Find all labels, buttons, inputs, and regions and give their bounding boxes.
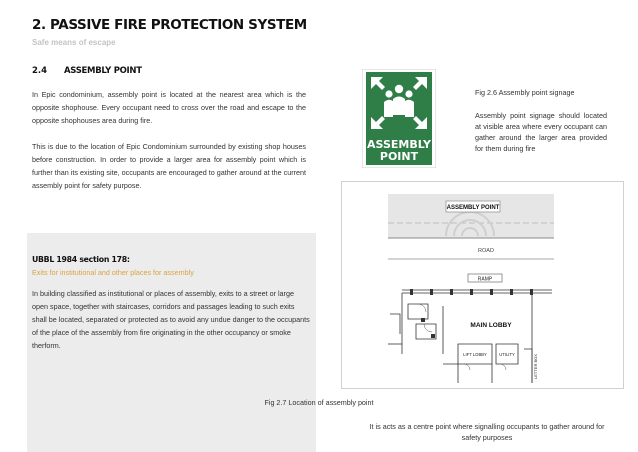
map-label-letterbox: LETTER BOX <box>533 354 538 379</box>
body-paragraph-1: In Epic condominium, assembly point is located at the nearest area which is the opposite shophouse. Every occupant need to cross over the road and escape to the opposite shophouses area during fire. <box>32 90 306 125</box>
page-title: 2. PASSIVE FIRE PROTECTION SYSTEM <box>32 17 307 33</box>
building-columns <box>410 289 533 338</box>
map-label-road: ROAD <box>478 248 494 254</box>
map-label-ramp: RAMP <box>477 276 493 283</box>
map-label-main-lobby: MAIN LOBBY <box>470 322 512 329</box>
sign-text-line2: POINT <box>379 150 419 163</box>
ubbl-text: In building classified as institutional or places of assembly, exits to a street or large open space, together with staircases, corridors and passages leading to such exits shall be located, separated or protected as to avoid any undue danger to the occupants of the place of the assembly from fire originating in the other occupancy or smoke therform. <box>32 289 310 350</box>
ubbl-subtitle: Exits for institutional and other places for assembly <box>32 268 194 277</box>
sign-text-line1: ASSEMBLY <box>367 138 431 151</box>
section-number: 2.4 <box>32 66 48 76</box>
map-label-assembly: ASSEMBLY POINT <box>446 205 500 211</box>
fig-2-7-caption: Fig 2.7 Location of assembly point <box>264 398 374 407</box>
ubbl-title: UBBL 1984 section 178: <box>32 255 130 264</box>
location-map <box>388 194 554 383</box>
map-label-utility: UTILITY <box>499 352 515 357</box>
body-paragraph-2: This is due to the location of Epic Condominium surrounded by existing shop houses before construction. In order to provide a larger area for assembly point which is further than its existing site, occupants are encouraged to gather around at the current assembly point for safety purpose. <box>32 142 306 190</box>
fig-2-6-caption: Fig 2.6 Assembly point signage <box>475 88 575 97</box>
page-subtitle: Safe means of escape <box>32 38 116 47</box>
assembly-point-sign <box>362 69 436 168</box>
section-title: ASSEMBLY POINT <box>64 66 142 76</box>
fig-2-7-text: It is acts as a centre point where signalling occupants to gather around for safety purposes <box>369 422 605 442</box>
fig-2-6-text: Assembly point signage should located at visible area where every occupant can gather around the larger area provided for them during fire <box>475 111 607 153</box>
map-label-lift-lobby: LIFT LOBBY <box>463 352 487 357</box>
